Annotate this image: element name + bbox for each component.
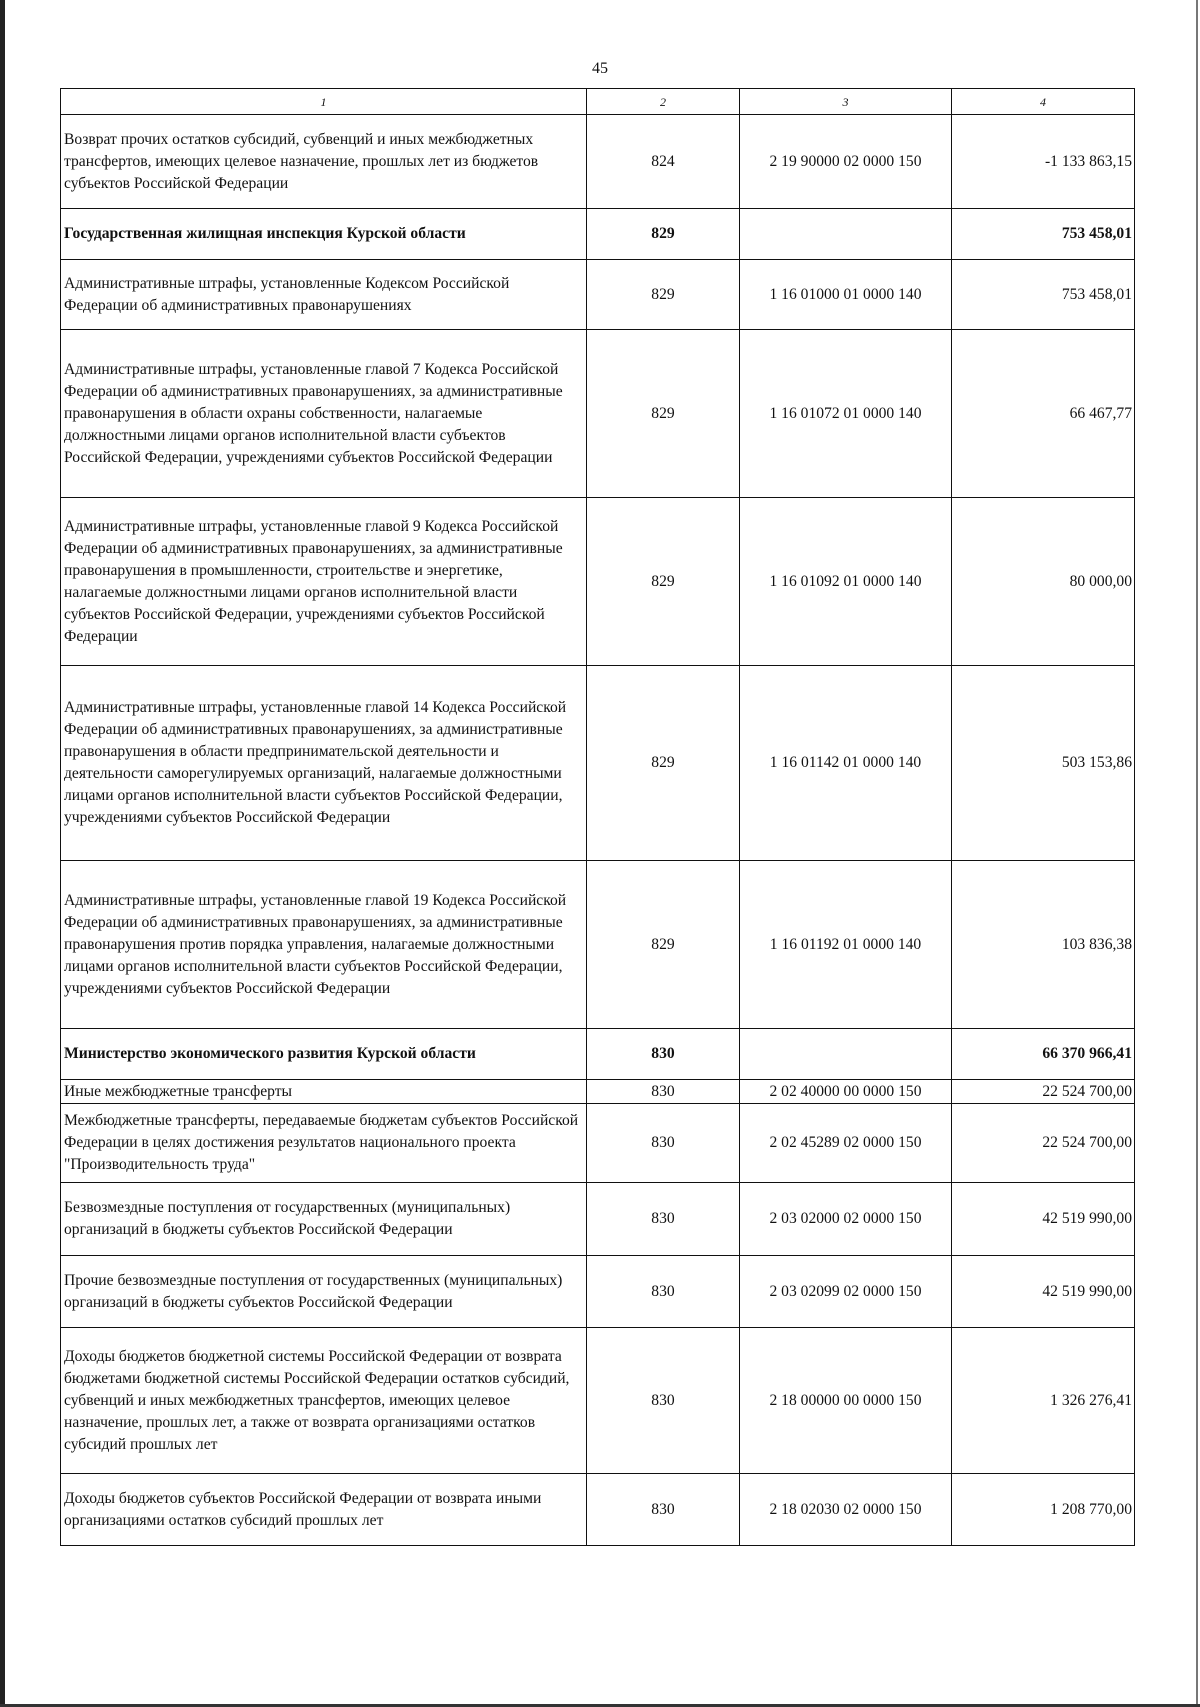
row-amount: 42 519 990,00 — [952, 1183, 1135, 1256]
row-name: Межбюджетные трансферты, передаваемые бюджетам субъектов Российской Федерации в целях достижения результатов национального проекта "Производительность труда" — [61, 1104, 587, 1183]
table-row — [61, 1183, 1135, 1256]
row-budget-code: 2 03 02000 02 0000 150 — [740, 1183, 952, 1256]
table-row — [61, 498, 1135, 666]
scan-left-edge — [0, 0, 5, 1707]
row-admin-code: 830 — [587, 1080, 740, 1104]
row-budget-code: 2 18 02030 02 0000 150 — [740, 1474, 952, 1546]
row-name: Министерство экономического развития Курской области — [61, 1029, 587, 1080]
table-row — [61, 1256, 1135, 1328]
revenue-table — [60, 88, 1135, 1546]
row-name: Возврат прочих остатков субсидий, субвенций и иных межбюджетных трансфертов, имеющих целевое назначение, прошлых лет из бюджетов субъектов Российской Федерации — [61, 115, 587, 209]
row-admin-code: 830 — [587, 1183, 740, 1256]
row-budget-code: 1 16 01192 01 0000 140 — [740, 861, 952, 1029]
row-admin-code: 829 — [587, 498, 740, 666]
header-col-1: 1 — [61, 89, 587, 115]
row-amount: 80 000,00 — [952, 498, 1135, 666]
row-budget-code: 2 03 02099 02 0000 150 — [740, 1256, 952, 1328]
table-row — [61, 330, 1135, 498]
row-admin-code: 829 — [587, 861, 740, 1029]
page-number: 45 — [592, 60, 608, 77]
row-budget-code: 2 02 40000 00 0000 150 — [740, 1080, 952, 1104]
row-name: Доходы бюджетов субъектов Российской Федерации от возврата иными организациями остатков субсидий прошлых лет — [61, 1474, 587, 1546]
row-name: Административные штрафы, установленные Кодексом Российской Федерации об административных правонарушениях — [61, 260, 587, 330]
row-budget-code: 2 02 45289 02 0000 150 — [740, 1104, 952, 1183]
row-admin-code: 830 — [587, 1474, 740, 1546]
table-row — [61, 1474, 1135, 1546]
table-header-row — [61, 89, 1135, 115]
row-amount: -1 133 863,15 — [952, 115, 1135, 209]
table-row — [61, 666, 1135, 861]
row-admin-code: 830 — [587, 1328, 740, 1474]
row-name: Административные штрафы, установленные главой 7 Кодекса Российской Федерации об административных правонарушениях, за административные правонарушения в области охраны собственности, налагаемые должностными лицами органов исполнительной власти субъектов Российской Федерации, учреждениями субъектов Российской Федерации — [61, 330, 587, 498]
row-amount: 753 458,01 — [952, 209, 1135, 260]
row-budget-code: 1 16 01092 01 0000 140 — [740, 498, 952, 666]
row-amount: 22 524 700,00 — [952, 1104, 1135, 1183]
row-admin-code: 829 — [587, 330, 740, 498]
row-amount: 66 467,77 — [952, 330, 1135, 498]
row-budget-code: 2 18 00000 00 0000 150 — [740, 1328, 952, 1474]
row-budget-code: 2 19 90000 02 0000 150 — [740, 115, 952, 209]
row-name: Иные межбюджетные трансферты — [61, 1080, 587, 1104]
row-admin-code: 830 — [587, 1029, 740, 1080]
table-row — [61, 861, 1135, 1029]
row-amount: 66 370 966,41 — [952, 1029, 1135, 1080]
table-row-section — [61, 209, 1135, 260]
row-amount: 103 836,38 — [952, 861, 1135, 1029]
table-row — [61, 115, 1135, 209]
row-name: Административные штрафы, установленные главой 14 Кодекса Российской Федерации об административных правонарушениях, за административные правонарушения в области предпринимательской деятельности и деятельности саморегулируемых организаций, налагаемые должностными лицами органов исполнительной власти субъектов Российской Федерации, учреждениями субъектов Российской Федерации — [61, 666, 587, 861]
row-name: Прочие безвозмездные поступления от государственных (муниципальных) организаций в бюджеты субъектов Российской Федерации — [61, 1256, 587, 1328]
row-amount: 1 326 276,41 — [952, 1328, 1135, 1474]
row-name: Доходы бюджетов бюджетной системы Российской Федерации от возврата бюджетами бюджетной системы Российской Федерации остатков субсидий, субвенций и иных межбюджетных трансфертов, имеющих целевое назначение, прошлых лет, а также от возврата организациями остатков субсидий прошлых лет — [61, 1328, 587, 1474]
row-amount: 42 519 990,00 — [952, 1256, 1135, 1328]
row-admin-code: 829 — [587, 209, 740, 260]
row-budget-code: 1 16 01142 01 0000 140 — [740, 666, 952, 861]
table-row — [61, 1104, 1135, 1183]
row-name: Административные штрафы, установленные главой 9 Кодекса Российской Федерации об административных правонарушениях, за административные правонарушения в промышленности, строительстве и энергетике, налагаемые должностными лицами органов исполнительной власти субъектов Российской Федерации, учреждениями субъектов Российской Федерации — [61, 498, 587, 666]
table-row — [61, 1080, 1135, 1104]
row-budget-code — [740, 209, 952, 260]
row-name: Государственная жилищная инспекция Курской области — [61, 209, 587, 260]
row-budget-code: 1 16 01000 01 0000 140 — [740, 260, 952, 330]
row-admin-code: 830 — [587, 1256, 740, 1328]
row-admin-code: 824 — [587, 115, 740, 209]
row-admin-code: 830 — [587, 1104, 740, 1183]
table-row — [61, 260, 1135, 330]
row-admin-code: 829 — [587, 666, 740, 861]
row-amount: 22 524 700,00 — [952, 1080, 1135, 1104]
row-name: Безвозмездные поступления от государственных (муниципальных) организаций в бюджеты субъектов Российской Федерации — [61, 1183, 587, 1256]
table-row — [61, 1328, 1135, 1474]
table-row-section — [61, 1029, 1135, 1080]
header-col-4: 4 — [952, 89, 1135, 115]
row-name: Административные штрафы, установленные главой 19 Кодекса Российской Федерации об административных правонарушениях, за административные правонарушения против порядка управления, налагаемые должностными лицами органов исполнительной власти субъектов Российской Федерации, учреждениями субъектов Российской Федерации — [61, 861, 587, 1029]
row-amount: 1 208 770,00 — [952, 1474, 1135, 1546]
row-budget-code — [740, 1029, 952, 1080]
scan-right-edge — [1196, 0, 1198, 1707]
row-admin-code: 829 — [587, 260, 740, 330]
row-amount: 753 458,01 — [952, 260, 1135, 330]
row-amount: 503 153,86 — [952, 666, 1135, 861]
header-col-3: 3 — [740, 89, 952, 115]
header-col-2: 2 — [587, 89, 740, 115]
row-budget-code: 1 16 01072 01 0000 140 — [740, 330, 952, 498]
